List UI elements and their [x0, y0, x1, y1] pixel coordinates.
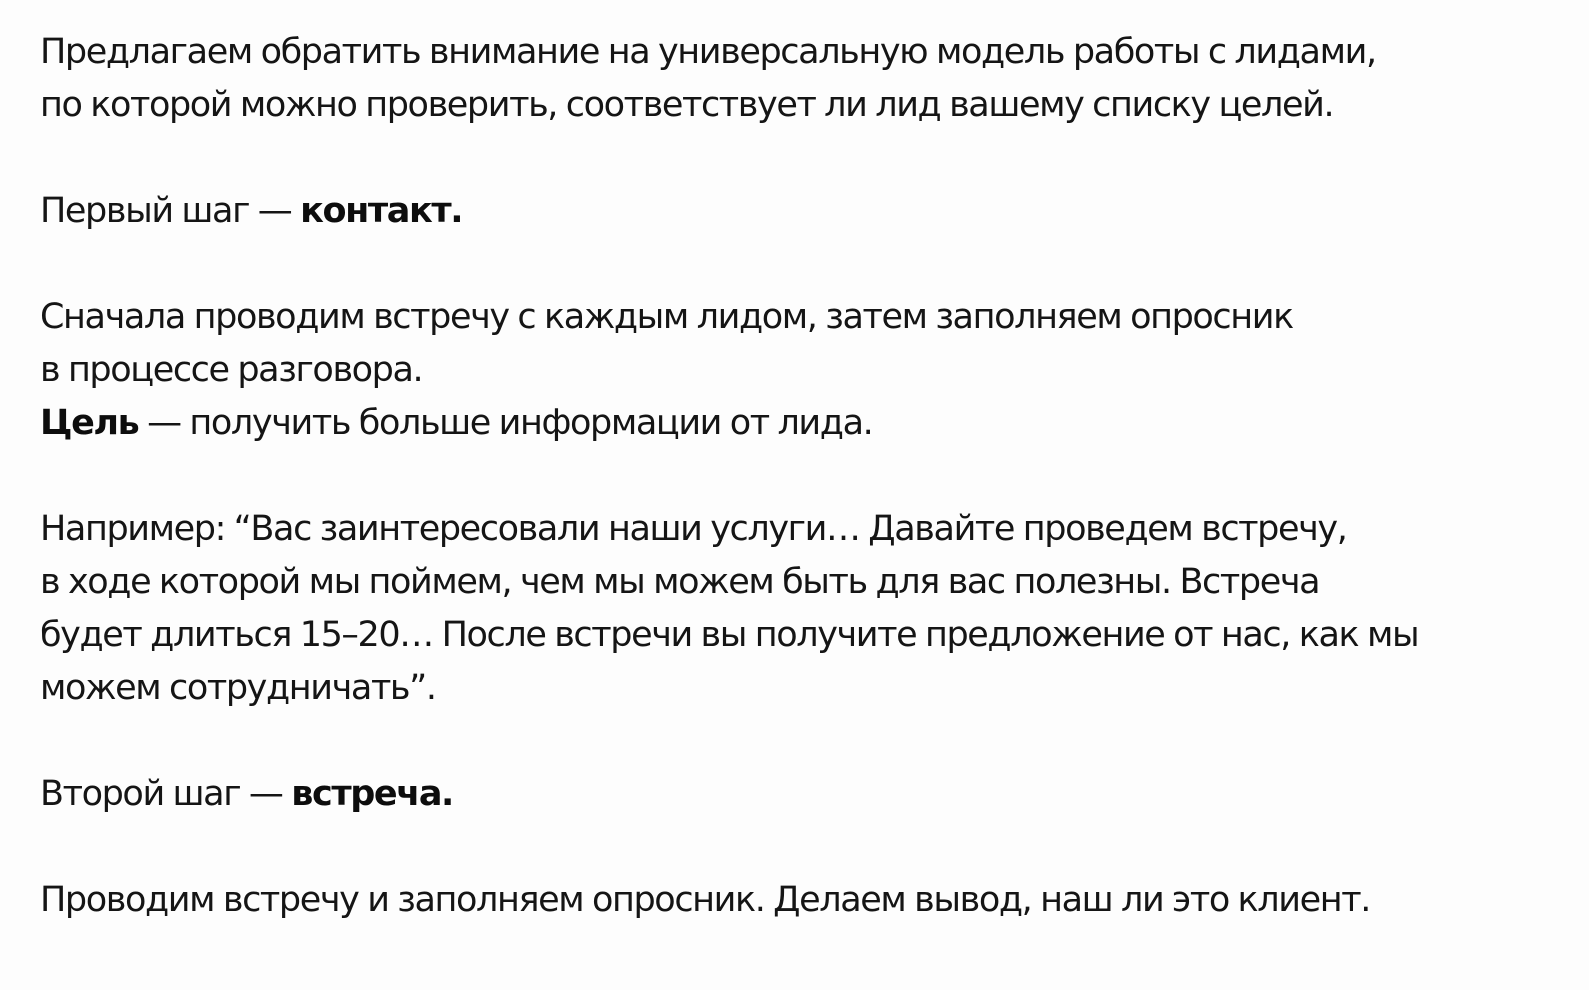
intro-line-2: по которой можно проверить, соответствует ли лид вашему списку целей.	[40, 85, 1334, 125]
intro-paragraph	[40, 26, 1560, 132]
step1-description-line-1: Сначала проводим встречу с каждым лидом, затем заполняем опросник	[40, 297, 1293, 337]
example-paragraph	[40, 503, 1560, 715]
step2-name: встреча.	[291, 774, 453, 814]
goal-line	[40, 397, 1560, 450]
example-line-4: можем сотрудничать”.	[40, 668, 436, 708]
step1-description-line-2: в процессе разговора.	[40, 350, 423, 390]
example-line-2: в ходе которой мы поймем, чем мы можем быть для вас полезны. Встреча	[40, 562, 1320, 602]
step2-description	[40, 874, 1560, 927]
paragraph-gap	[40, 715, 1560, 768]
goal-label: Цель	[40, 403, 139, 443]
intro-line-1: Предлагаем обратить внимание на универсальную модель работы с лидами,	[40, 32, 1376, 72]
step2-heading	[40, 768, 1560, 821]
paragraph-gap	[40, 132, 1560, 185]
step2-description-line-1: Проводим встречу и заполняем опросник. Делаем вывод, наш ли это клиент.	[40, 880, 1370, 920]
paragraph-gap	[40, 450, 1560, 503]
step1-description	[40, 291, 1560, 450]
step1-heading	[40, 185, 1560, 238]
step2-prefix: Второй шаг —	[40, 774, 292, 814]
article-text	[40, 26, 1560, 927]
step1-prefix: Первый шаг —	[40, 191, 301, 231]
example-line-3: будет длиться 15–20… После встречи вы получите предложение от нас, как мы	[40, 615, 1419, 655]
example-line-1: Например: “Вас заинтересовали наши услуги… Давайте проведем встречу,	[40, 509, 1347, 549]
step1-name: контакт.	[300, 191, 463, 231]
paragraph-gap	[40, 238, 1560, 291]
goal-text: — получить больше информации от лида.	[138, 403, 873, 443]
paragraph-gap	[40, 821, 1560, 874]
